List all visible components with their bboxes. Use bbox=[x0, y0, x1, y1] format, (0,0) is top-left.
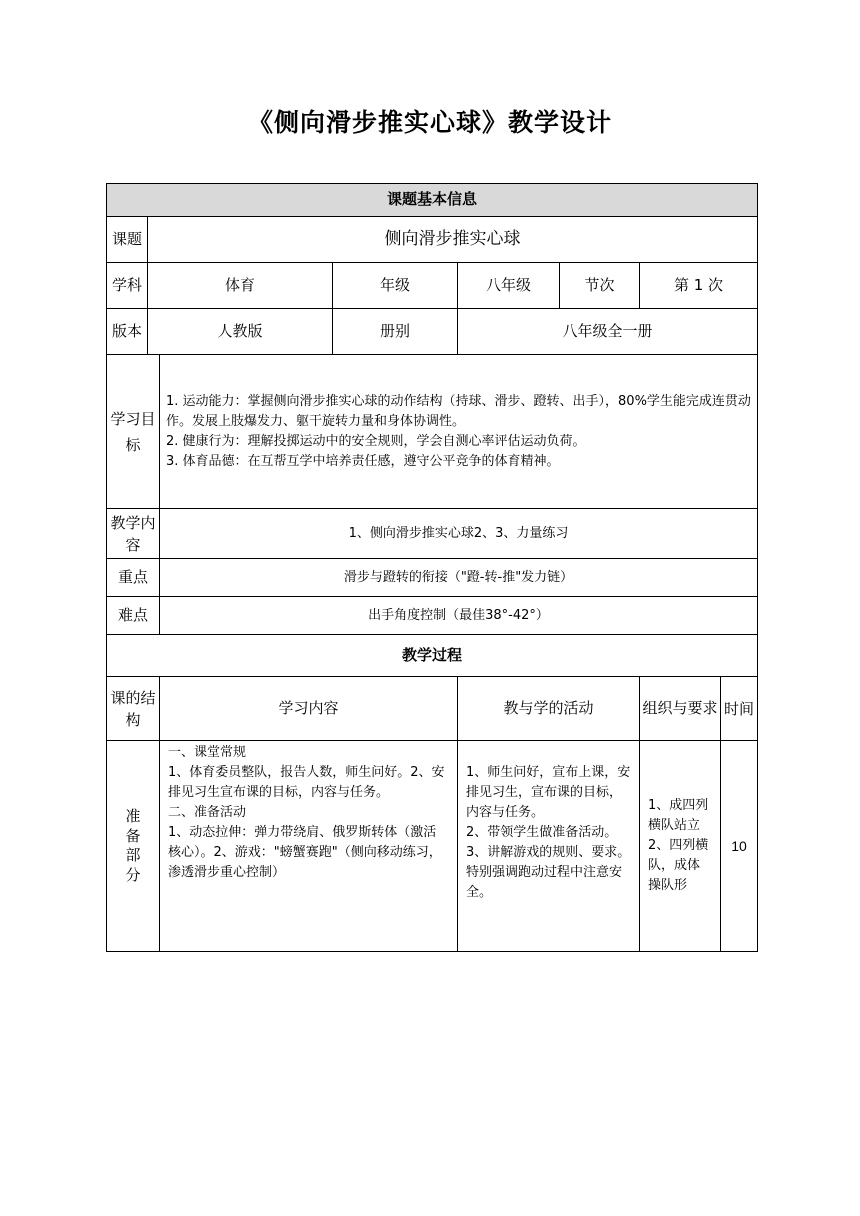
topic-label: 课题 bbox=[107, 217, 148, 263]
process-header: 教学过程 bbox=[107, 635, 758, 677]
column-structure: 课的结构 bbox=[107, 677, 160, 741]
prep-content-line: 1、动态拉伸：弹力带绕肩、俄罗斯转体（激活核心）。2、游戏："螃蟹赛跑"（侧向移动练习，渗透滑步重心控制） bbox=[168, 825, 442, 880]
goal-item: 2. 健康行为：理解投掷运动中的安全规则，学会自测心率评估运动负荷。 bbox=[166, 433, 586, 449]
goals-label: 学习目标 bbox=[107, 355, 160, 509]
subject-value: 体育 bbox=[148, 263, 333, 309]
prep-content-line: 二、准备活动 bbox=[168, 805, 247, 820]
grade-value: 八年级 bbox=[458, 263, 560, 309]
prep-organization-cell bbox=[640, 741, 721, 952]
document-title: 《侧向滑步推实心球》教学设计 bbox=[247, 108, 612, 137]
key-point-value: 滑步与蹬转的衔接（"蹬-转-推"发力链） bbox=[160, 559, 758, 597]
column-activities: 教与学的活动 bbox=[458, 677, 640, 741]
prep-content-line: 一、课堂常规 bbox=[168, 745, 247, 760]
edition-value: 人教版 bbox=[148, 309, 333, 355]
prep-content-line: 1、体育委员整队，报告人数，师生问好。2、安排见习生宣布课的目标，内容与任务。 bbox=[168, 765, 445, 800]
session-label: 节次 bbox=[560, 263, 640, 309]
prep-part-text: 准备部分 bbox=[125, 807, 141, 884]
prep-time: 10 bbox=[721, 741, 758, 952]
subject-label: 学科 bbox=[107, 263, 148, 309]
key-point-label: 重点 bbox=[107, 559, 160, 597]
content-value: 1、侧向滑步推实心球2、3、力量练习 bbox=[160, 509, 758, 559]
goal-item: 1. 运动能力：掌握侧向滑步推实心球的动作结构（持球、滑步、蹬转、出手），80%学生能完成连贯动作。发展上肢爆发力、躯干旋转力量和身体协调性。 bbox=[166, 393, 751, 429]
topic-value: 侧向滑步推实心球 bbox=[148, 217, 758, 263]
column-content: 学习内容 bbox=[160, 677, 458, 741]
column-organization: 组织与要求 bbox=[640, 677, 721, 741]
prep-activities-cell bbox=[458, 741, 640, 952]
prep-organization-line: 1、成四列横队站立 bbox=[648, 798, 709, 833]
lesson-plan-table bbox=[106, 183, 758, 952]
session-value: 第 1 次 bbox=[640, 263, 758, 309]
column-time: 时间 bbox=[721, 677, 758, 741]
difficulty-label: 难点 bbox=[107, 597, 160, 635]
prep-content-cell bbox=[160, 741, 458, 952]
volume-value: 八年级全一册 bbox=[458, 309, 758, 355]
prep-activity-line: 3、讲解游戏的规则、要求。特别强调跑动过程中注意安全。 bbox=[466, 845, 631, 900]
goal-item: 3. 体育品德：在互帮互学中培养责任感，遵守公平竞争的体育精神。 bbox=[166, 453, 560, 469]
edition-label: 版本 bbox=[107, 309, 148, 355]
grade-label: 年级 bbox=[333, 263, 458, 309]
prep-activity-line: 2、带领学生做准备活动。 bbox=[466, 825, 618, 840]
prep-activity-line: 1、师生问好，宣布上课，安排见习生，宣布课的目标，内容与任务。 bbox=[466, 765, 631, 820]
volume-label: 册别 bbox=[333, 309, 458, 355]
basic-info-header: 课题基本信息 bbox=[107, 184, 758, 217]
content-label: 教学内容 bbox=[107, 509, 160, 559]
difficulty-value: 出手角度控制（最佳38°-42°） bbox=[160, 597, 758, 635]
prep-part-label bbox=[107, 741, 160, 952]
prep-organization-line: 2、四列横队，成体操队形 bbox=[648, 838, 709, 893]
goals-cell bbox=[160, 355, 758, 509]
